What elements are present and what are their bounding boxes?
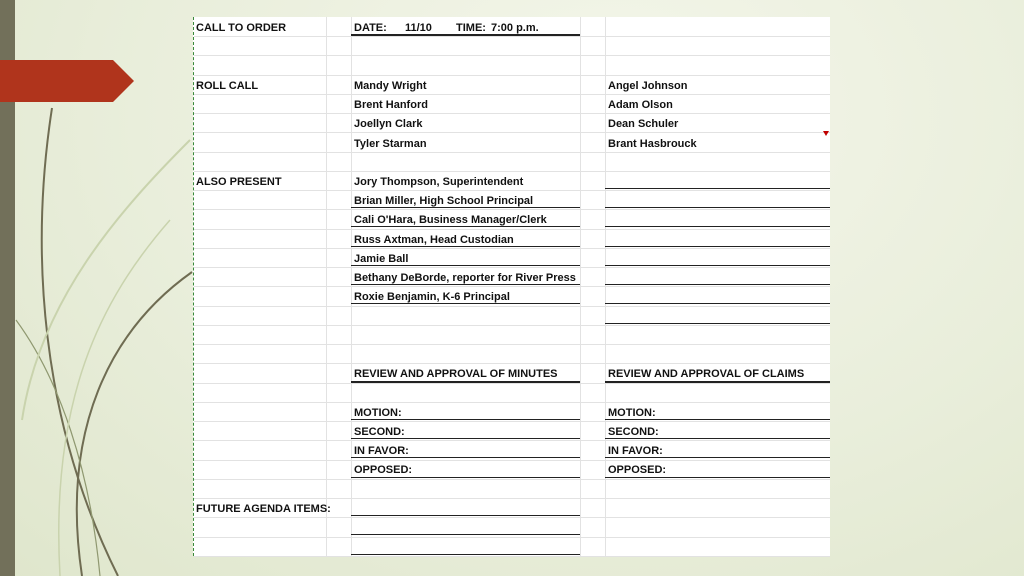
roll-member: Dean Schuler <box>608 118 679 130</box>
grid-row-line <box>194 421 830 422</box>
roll-member: Joellyn Clark <box>354 118 423 130</box>
blank-line <box>605 323 830 324</box>
grid-row-line <box>194 267 830 268</box>
red-arrow-tab <box>0 60 134 102</box>
grid-row-line <box>194 94 830 95</box>
present-person: Russ Axtman, Head Custodian <box>354 234 514 246</box>
date-value: 11/10 <box>405 22 432 34</box>
future-agenda-line <box>351 554 580 555</box>
grid-row-line <box>194 286 830 287</box>
opposed-underline <box>351 477 580 478</box>
motion-label: MOTION: <box>354 407 402 419</box>
second-label: SECOND: <box>608 426 659 438</box>
grid-row-line <box>194 75 830 76</box>
review-minutes-heading: REVIEW AND APPROVAL OF MINUTES <box>354 368 558 380</box>
grid-row-line <box>194 460 830 461</box>
grid-row-line <box>194 55 830 56</box>
blank-line <box>605 226 830 227</box>
grid-row-line <box>194 517 830 518</box>
meeting-worksheet <box>193 17 830 556</box>
motion-underline <box>605 419 830 420</box>
date-underline <box>351 34 580 36</box>
present-underline <box>351 207 580 208</box>
motion-underline <box>351 419 580 420</box>
grid-row-line <box>194 479 830 480</box>
cell-comment-marker <box>823 131 829 136</box>
future-agenda-line <box>351 534 580 535</box>
second-label: SECOND: <box>354 426 405 438</box>
grid-row-line <box>194 113 830 114</box>
heading-underline <box>351 381 580 383</box>
blank-line <box>605 188 830 189</box>
grid-row-line <box>194 306 830 307</box>
grid-col-line <box>605 17 606 556</box>
roll-member: Angel Johnson <box>608 80 688 92</box>
call-to-order-label: CALL TO ORDER <box>196 22 287 34</box>
grid-row-line <box>194 363 830 364</box>
roll-member: Brant Hasbrouck <box>608 138 697 150</box>
blank-line <box>605 207 830 208</box>
present-person: Roxie Benjamin, K-6 Principal <box>354 291 510 303</box>
grid-row-line <box>194 537 830 538</box>
opposed-underline <box>605 477 830 478</box>
in-favor-underline <box>605 457 830 458</box>
grid-row-line <box>194 325 830 326</box>
present-person: Jamie Ball <box>354 253 409 265</box>
opposed-label: OPPOSED: <box>608 464 667 476</box>
time-label: TIME: <box>456 22 486 34</box>
grid-row-line <box>194 132 830 133</box>
present-underline <box>351 226 580 227</box>
grid-row-line <box>194 152 830 153</box>
heading-underline <box>605 381 830 383</box>
present-underline <box>351 265 580 266</box>
date-label: DATE: <box>354 22 387 34</box>
future-agenda-label: FUTURE AGENDA ITEMS: <box>196 503 331 515</box>
grid-col-line <box>351 17 352 556</box>
blank-line <box>605 284 830 285</box>
present-person: Cali O'Hara, Business Manager/Clerk <box>354 214 547 226</box>
in-favor-underline <box>351 457 580 458</box>
grid-row-line <box>194 344 830 345</box>
present-person: Jory Thompson, Superintendent <box>354 176 524 188</box>
grid-row-line <box>194 556 830 557</box>
grid-row-line <box>194 498 830 499</box>
blank-line <box>605 265 830 266</box>
roll-member: Mandy Wright <box>354 80 427 92</box>
future-agenda-line <box>351 515 580 516</box>
second-underline <box>351 438 580 439</box>
present-person: Brian Miller, High School Principal <box>354 195 534 207</box>
time-value: 7:00 p.m. <box>491 22 539 34</box>
grid-row-line <box>194 383 830 384</box>
grid-row-line <box>194 248 830 249</box>
second-underline <box>605 438 830 439</box>
present-person: Bethany DeBorde, reporter for River Press <box>354 272 576 284</box>
grid-row-line <box>194 36 830 37</box>
present-underline <box>351 303 580 304</box>
roll-call-label: ROLL CALL <box>196 80 259 92</box>
grid-col-line <box>326 17 327 556</box>
in-favor-label: IN FAVOR: <box>354 445 409 457</box>
roll-member: Adam Olson <box>608 99 673 111</box>
grid-row-line <box>194 402 830 403</box>
present-underline <box>351 246 580 247</box>
roll-member: Tyler Starman <box>354 138 427 150</box>
also-present-label: ALSO PRESENT <box>196 176 282 188</box>
roll-member: Brent Hanford <box>354 99 428 111</box>
in-favor-label: IN FAVOR: <box>608 445 663 457</box>
present-underline <box>351 284 580 285</box>
motion-label: MOTION: <box>608 407 656 419</box>
blank-line <box>605 303 830 304</box>
opposed-label: OPPOSED: <box>354 464 413 476</box>
grid-row-line <box>194 171 830 172</box>
grid-row-line <box>194 440 830 441</box>
review-claims-heading: REVIEW AND APPROVAL OF CLAIMS <box>608 368 805 380</box>
grid-col-line <box>580 17 581 556</box>
grid-row-line <box>194 229 830 230</box>
blank-line <box>605 246 830 247</box>
grid-row-line <box>194 209 830 210</box>
grid-row-line <box>194 190 830 191</box>
